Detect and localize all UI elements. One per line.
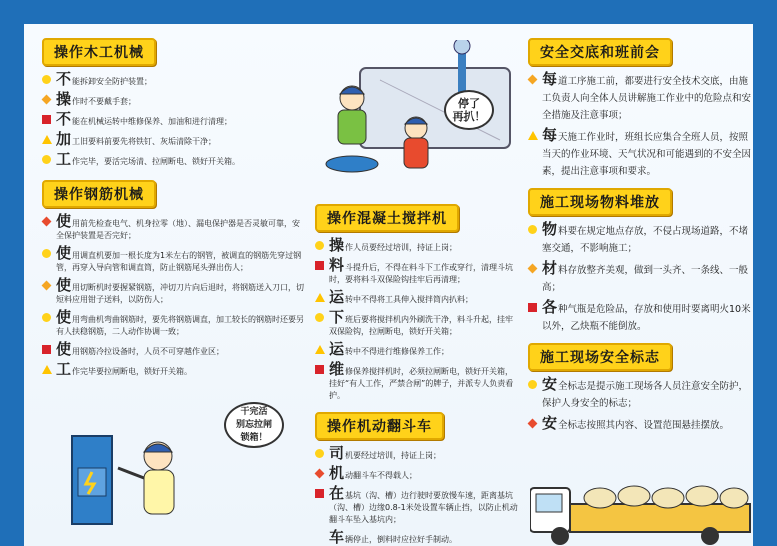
triangle-bullet-icon: [315, 293, 325, 302]
circle-bullet-icon: [42, 75, 51, 84]
diamond-bullet-icon: [528, 75, 538, 85]
dumper-list: [315, 446, 520, 546]
list-item: 各种气瓶是危险品，存放和使用时要离明火10米以外，乙炔瓶不能倒放。: [528, 300, 753, 335]
truck-materials-illustration: [530, 470, 755, 546]
materials-list: [528, 222, 753, 335]
list-item: 材料存放整齐美观，做到一头齐、一条线、一般高；: [528, 261, 753, 296]
list-item: 工作完毕要拉闸断电，锁好开关箱。: [42, 362, 307, 378]
list-item: 物料要在规定地点存放，不侵占现场道路，不堵塞交通，不影响施工；: [528, 222, 753, 257]
square-bullet-icon: [315, 365, 324, 374]
list-item: 使用钢筋冷拉设备时，人员不可穿越作业区；: [42, 342, 307, 358]
section-title-briefing: 安全交底和班前会: [528, 38, 672, 66]
circle-bullet-icon: [42, 155, 51, 164]
section-title-materials: 施工现场物料堆放: [528, 188, 672, 216]
list-item: 使用调直机要加一根长度为1米左右的钢管，被调直的钢筋先穿过钢管，再穿入导向管和调直筒，防止钢筋尾头弹出伤人；: [42, 246, 307, 274]
list-item: 司机要经过培训，持证上岗；: [315, 446, 520, 462]
briefing-list: [528, 72, 753, 180]
list-item: 不能在机械运转中维修保养、加油和进行清理；: [42, 112, 307, 128]
diamond-bullet-icon: [528, 419, 538, 429]
triangle-bullet-icon: [42, 135, 52, 144]
list-item: 使用前先检查电气、机身拉零（地）、漏电保护器是否灵敏可靠，安全保护装置是否完好；: [42, 214, 307, 242]
list-item: 每道工序施工前，都要进行安全技术交底，由施工负责人向全体人员讲解施工作业中的危险点和安全措施及注意事项；: [528, 72, 753, 124]
speech-bubble-stop: [444, 90, 494, 130]
list-item: 操作时不要戴手套；: [42, 92, 307, 108]
circle-bullet-icon: [42, 249, 51, 258]
circle-bullet-icon: [528, 225, 537, 234]
square-bullet-icon: [315, 261, 324, 270]
circle-bullet-icon: [315, 449, 324, 458]
column-right: [528, 38, 753, 438]
list-item: 下班后要将搅拌机内外刷洗干净，料斗升起，挂牢双保险钩，拉闸断电，锁好开关箱；: [315, 310, 520, 338]
list-item: 在基坑（沟、槽）边行驶时要放慢车速，距离基坑（沟、槽）边缘0.8-1米处设置车辆止挡，以防止机动翻斗车坠入基坑内；: [315, 486, 520, 526]
column-left: [42, 38, 307, 382]
diamond-bullet-icon: [42, 281, 52, 291]
list-item: 使用弯曲机弯曲钢筋时，要先将钢筋调直，加工较长的钢筋时还要另有人扶稳钢筋，二人动作协调一致；: [42, 310, 307, 338]
list-item: 安全标志是提示施工现场各人员注意安全防护，保护人身安全的标志；: [528, 377, 753, 412]
list-item: 料斗提升后，不得在料斗下工作或穿行，清理斗坑时，要将料斗双保险钩挂牢后再清理；: [315, 258, 520, 286]
rebar-list: [42, 214, 307, 378]
list-item: 安全标志按照其内容、设置范围悬挂摆放。: [528, 416, 753, 434]
circle-bullet-icon: [315, 241, 324, 250]
square-bullet-icon: [42, 345, 51, 354]
circle-bullet-icon: [528, 380, 537, 389]
section-title-rebar: 操作钢筋机械: [42, 180, 156, 208]
list-item: 工作完毕，要活完场清、拉闸断电、锁好开关箱。: [42, 152, 307, 168]
square-bullet-icon: [528, 303, 537, 312]
list-item: 使用切断机时要握紧钢筋，冲切刀片向后退时，将钢筋送入刀口，切短料应用钳子送料，以防伤人；: [42, 278, 307, 306]
bubble-text: 停了 再扒！: [452, 97, 486, 123]
column-middle: [315, 204, 520, 546]
square-bullet-icon: [315, 489, 324, 498]
list-item: 机动翻斗车不得载人；: [315, 466, 520, 482]
bubble-text: 干完活 别忘拉闸 锁箱！: [235, 406, 272, 443]
list-item: 不能拆卸安全防护装置；: [42, 72, 307, 88]
list-item: 运转中不得将工具伸入搅拌筒内扒料；: [315, 290, 520, 306]
section-title-signs: 施工现场安全标志: [528, 343, 672, 371]
square-bullet-icon: [42, 115, 51, 124]
worker-electric-box-illustration: [70, 428, 230, 528]
speech-bubble-power-off: [224, 402, 284, 448]
list-item: 运转中不得进行维修保养工作；: [315, 342, 520, 358]
carpentry-list: [42, 72, 307, 168]
mixer-list: [315, 238, 520, 402]
section-title-carpentry: 操作木工机械: [42, 38, 156, 66]
diamond-bullet-icon: [315, 469, 325, 479]
diamond-bullet-icon: [528, 264, 538, 274]
triangle-bullet-icon: [315, 345, 325, 354]
diamond-bullet-icon: [42, 95, 52, 105]
signs-list: [528, 377, 753, 434]
diamond-bullet-icon: [42, 217, 52, 227]
triangle-bullet-icon: [528, 131, 538, 140]
list-item: 操作人员要经过培训，持证上岗；: [315, 238, 520, 254]
section-title-mixer: 操作混凝土搅拌机: [315, 204, 459, 232]
circle-bullet-icon: [42, 313, 51, 322]
triangle-bullet-icon: [42, 365, 52, 374]
list-item: 维修保养搅拌机时，必须拉闸断电，锁好开关箱，挂好“有人工作，严禁合闸”的牌子，并派专人负责看护。: [315, 362, 520, 402]
section-title-dumper: 操作机动翻斗车: [315, 412, 444, 440]
list-item: 加工旧要料前要先将铁钉、灰垢清除干净；: [42, 132, 307, 148]
list-item: 每天施工作业时，班组长应集合全班人员，按照当天的作业环境、天气状况和可能遇到的不安全因素，提出注意事项和要求。: [528, 128, 753, 180]
circle-bullet-icon: [315, 313, 324, 322]
list-item: 车辆停止，倒料时应拉好手制动。: [329, 528, 458, 546]
